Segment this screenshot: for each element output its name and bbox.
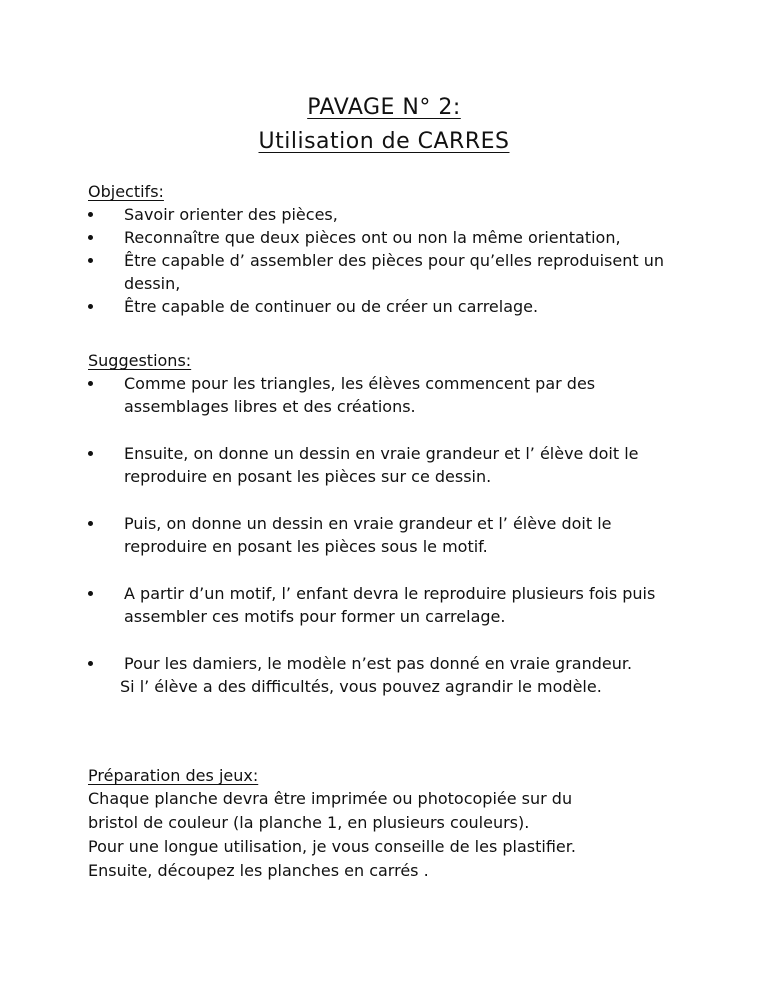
list-item: A partir d’un motif, l’ enfant devra le reproduire plusieurs fois puis assembler ces motifs pour former un carrelage.: [88, 582, 688, 628]
suggestions-list: [88, 372, 688, 698]
list-item: Puis, on donne un dessin en vraie grandeur et l’ élève doit le reproduire en posant les pièces sous le motif.: [88, 512, 688, 558]
objectifs-section: [88, 181, 688, 318]
bullet-icon: [88, 451, 93, 456]
list-item: Comme pour les triangles, les élèves commencent par des assemblages libres et des créations.: [88, 372, 688, 418]
list-item: Être capable de continuer ou de créer un carrelage.: [88, 295, 688, 318]
document-title: [0, 92, 768, 160]
list-item: Pour les damiers, le modèle n’est pas donné en vraie grandeur. Si l’ élève a des difficultés, vous pouvez agrandir le modèle.: [88, 652, 688, 698]
bullet-icon: [88, 521, 93, 526]
list-item: Reconnaître que deux pièces ont ou non la même orientation,: [88, 226, 688, 249]
bullet-icon: [88, 661, 93, 666]
suggestions-heading: Suggestions:: [88, 351, 192, 370]
title-line-1: PAVAGE N° 2:: [307, 95, 461, 120]
objectifs-heading: Objectifs:: [88, 182, 164, 201]
bullet-icon: [88, 212, 93, 217]
bullet-icon: [88, 235, 93, 240]
objectifs-list: [88, 203, 688, 318]
bullet-icon: [88, 381, 93, 386]
bullet-icon: [88, 304, 93, 309]
bullet-icon: [88, 591, 93, 596]
list-item: Être capable d’ assembler des pièces pour qu’elles reproduisent un dessin,: [88, 249, 688, 295]
list-item: Savoir orienter des pièces,: [88, 203, 688, 226]
list-item: Ensuite, on donne un dessin en vraie grandeur et l’ élève doit le reproduire en posant les pièces sur ce dessin.: [88, 442, 688, 488]
preparation-line: Ensuite, découpez les planches en carrés .: [88, 861, 429, 880]
preparation-line: Chaque planche devra être imprimée ou photocopiée sur du: [88, 789, 573, 808]
preparation-heading: Préparation des jeux:: [88, 766, 259, 785]
preparation-line: bristol de couleur (la planche 1, en plusieurs couleurs).: [88, 813, 530, 832]
suggestions-note: Si l’ élève a des difficultés, vous pouvez agrandir le modèle.: [120, 677, 602, 696]
bullet-icon: [88, 258, 93, 263]
suggestions-section: [88, 350, 688, 698]
title-line-2: Utilisation de CARRES: [258, 129, 510, 154]
preparation-line: Pour une longue utilisation, je vous conseille de les plastifier.: [88, 837, 576, 856]
preparation-section: [88, 765, 688, 883]
